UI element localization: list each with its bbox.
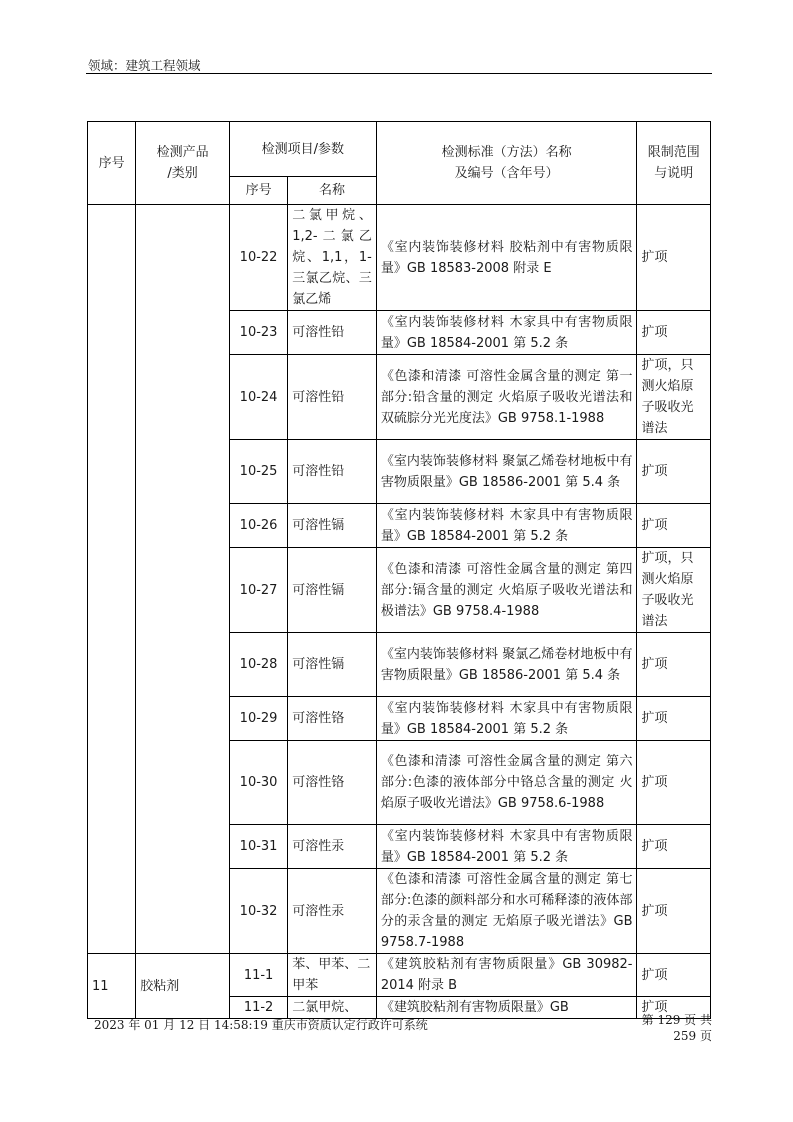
row-note: 扩项 [637, 869, 711, 954]
row-note: 扩项 [637, 205, 711, 311]
row-standard: 《色漆和清漆 可溶性金属含量的测定 第一部分:铅含量的测定 火焰原子吸收光谱法和双硫腙分光光度法》GB 9758.1-1988 [376, 355, 637, 440]
row-standard: 《室内装饰装修材料 聚氯乙烯卷材地板中有害物质限量》GB 18586-2001 第 5.4 条 [376, 440, 637, 504]
row-note: 扩项 [637, 504, 711, 548]
footer-page-number: 第 129 页 共 259 页 [641, 1013, 712, 1043]
col-header-sub-name: 名称 [288, 177, 377, 205]
row-standard: 《室内装饰装修材料 木家具中有害物质限量》GB 18584-2001 第 5.2 条 [376, 697, 637, 741]
col-header-product: 检测产品 /类别 [136, 122, 230, 205]
row-standard: 《室内装饰装修材料 胶粘剂中有害物质限量》GB 18583-2008 附录 E [376, 205, 637, 311]
footer-system: 重庆市资质认定行政许可系统 [271, 1018, 428, 1032]
row-no: 11-1 [229, 954, 287, 997]
row-no: 10-31 [229, 825, 287, 869]
group-11-seq: 11 [88, 954, 136, 1019]
col-header-standard: 检测标准（方法）名称 及编号（含年号） [376, 122, 637, 205]
row-no: 10-22 [229, 205, 287, 311]
group-10-seq-cell [88, 205, 136, 954]
row-standard: 《色漆和清漆 可溶性金属含量的测定 第七部分:色漆的颜料部分和水可稀释漆的液体部分的汞含量的测定 无焰原子吸光谱法》GB 9758.7-1988 [376, 869, 637, 954]
row-standard: 《色漆和清漆 可溶性金属含量的测定 第四部分:镉含量的测定 火焰原子吸收光谱法和极谱法》GB 9758.4-1988 [376, 548, 637, 633]
row-standard: 《建筑胶粘剂有害物质限量》GB 30982-2014 附录 B [376, 954, 637, 997]
row-no: 11-2 [229, 997, 287, 1019]
domain-header: 领域：建筑工程领域 [88, 58, 201, 73]
row-name: 苯、甲苯、二甲苯 [288, 954, 377, 997]
row-name: 可溶性铅 [288, 311, 377, 355]
row-name: 可溶性镉 [288, 633, 377, 697]
row-no: 10-27 [229, 548, 287, 633]
row-note: 扩项 [637, 997, 711, 1019]
row-note: 扩项 [637, 954, 711, 997]
row-note: 扩项 [637, 440, 711, 504]
row-standard: 《室内装饰装修材料 木家具中有害物质限量》GB 18584-2001 第 5.2 条 [376, 504, 637, 548]
row-no: 10-25 [229, 440, 287, 504]
col-header-items-params: 检测项目/参数 [229, 122, 376, 177]
row-name: 可溶性铬 [288, 697, 377, 741]
row-no: 10-29 [229, 697, 287, 741]
row-name: 可溶性镉 [288, 548, 377, 633]
row-note: 扩项 [637, 311, 711, 355]
col-header-sub-seq: 序号 [229, 177, 287, 205]
row-standard: 《色漆和清漆 可溶性金属含量的测定 第六部分:色漆的液体部分中铬总含量的测定 火焰原子吸收光谱法》GB 9758.6-1988 [376, 741, 637, 825]
group-10-product-cell [136, 205, 230, 954]
row-name: 可溶性铅 [288, 440, 377, 504]
row-name: 二氯甲烷、1,2-二氯乙烷、1,1，1-三氯乙烷、三氯乙烯 [288, 205, 377, 311]
row-name: 可溶性汞 [288, 869, 377, 954]
row-standard: 《室内装饰装修材料 木家具中有害物质限量》GB 18584-2001 第 5.2 条 [376, 825, 637, 869]
row-name: 二氯甲烷、 [288, 997, 377, 1019]
row-note: 扩项，只测火焰原子吸收光谱法 [637, 548, 711, 633]
col-header-seq: 序号 [88, 122, 136, 205]
row-no: 10-24 [229, 355, 287, 440]
row-no: 10-26 [229, 504, 287, 548]
table-row [88, 954, 711, 997]
footer-info [94, 1016, 428, 1033]
row-name: 可溶性铬 [288, 741, 377, 825]
row-note: 扩项 [637, 825, 711, 869]
header-divider [86, 73, 712, 74]
row-name: 可溶性镉 [288, 504, 377, 548]
row-note: 扩项 [637, 741, 711, 825]
row-note: 扩项 [637, 633, 711, 697]
qualification-table [87, 121, 711, 1019]
row-note: 扩项，只测火焰原子吸收光谱法 [637, 355, 711, 440]
table-row [88, 205, 711, 311]
footer-timestamp: 2023 年 01 月 12 日 14:58:19 [94, 1018, 268, 1032]
row-no: 10-32 [229, 869, 287, 954]
row-standard: 《室内装饰装修材料 木家具中有害物质限量》GB 18584-2001 第 5.2 条 [376, 311, 637, 355]
group-11-product: 胶粘剂 [136, 954, 230, 1019]
row-standard: 《建筑胶粘剂有害物质限量》GB [376, 997, 637, 1019]
row-no: 10-23 [229, 311, 287, 355]
row-no: 10-30 [229, 741, 287, 825]
row-name: 可溶性汞 [288, 825, 377, 869]
col-header-limits: 限制范围 与说明 [637, 122, 711, 205]
row-standard: 《室内装饰装修材料 聚氯乙烯卷材地板中有害物质限量》GB 18586-2001 第 5.4 条 [376, 633, 637, 697]
row-no: 10-28 [229, 633, 287, 697]
row-name: 可溶性铅 [288, 355, 377, 440]
row-note: 扩项 [637, 697, 711, 741]
